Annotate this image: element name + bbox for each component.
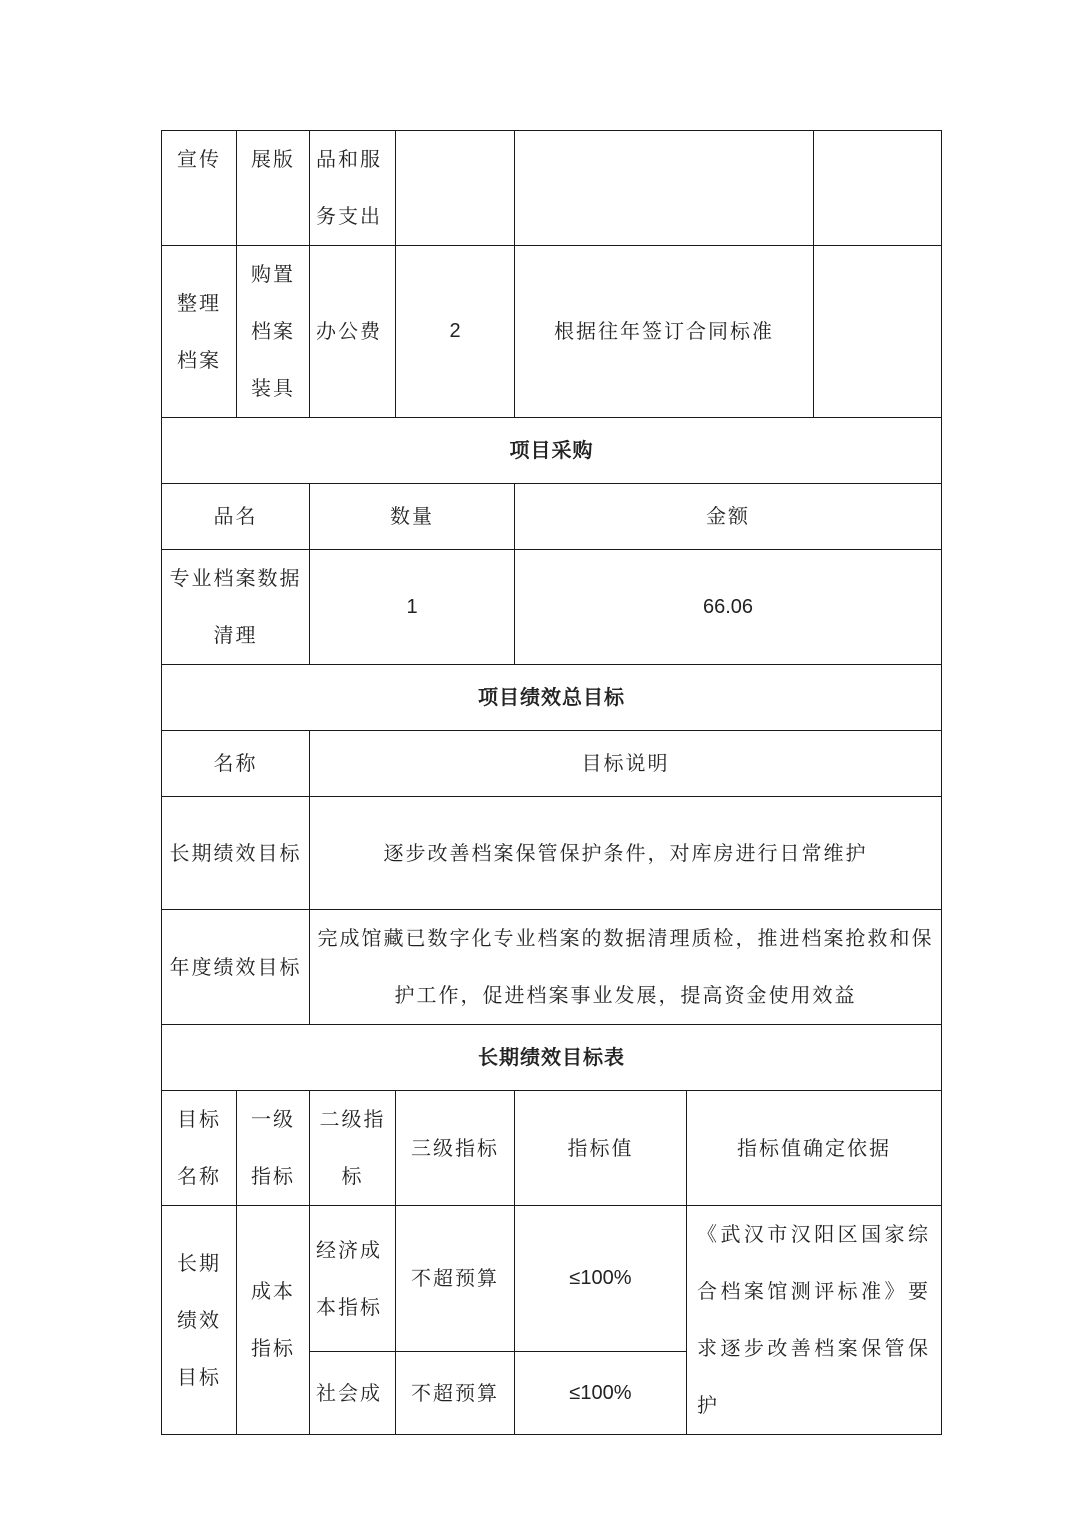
- annual-goal-description: 完成馆藏已数字化专业档案的数据清理质检，推进档案抢救和保护工作，促进档案事业发展，提高资金使用效益: [310, 910, 942, 1025]
- long-term-goal-name: 长期绩效目标: [162, 797, 310, 910]
- header-level3: 三级指标: [396, 1091, 515, 1206]
- level1-indicator: 成本指标: [237, 1206, 310, 1435]
- indicator-value: ≤100%: [515, 1352, 687, 1435]
- header-basis: 指标值确定依据: [687, 1091, 942, 1206]
- level2-indicator: 经济成本指标: [310, 1206, 396, 1352]
- budget-performance-table: [161, 130, 942, 1435]
- budget-category: 宣传: [162, 131, 237, 246]
- procurement-title: 项目采购: [162, 418, 942, 484]
- level3-indicator: 不超预算: [396, 1352, 515, 1435]
- overall-goal-header-name: 名称: [162, 731, 310, 797]
- procurement-quantity: 1: [310, 550, 515, 665]
- header-level1: 一级指标: [237, 1091, 310, 1206]
- header-goal-name: 目标名称: [162, 1091, 237, 1206]
- budget-amount: 2: [396, 246, 515, 418]
- budget-note: [814, 131, 942, 246]
- indicator-value: ≤100%: [515, 1206, 687, 1352]
- budget-amount: [396, 131, 515, 246]
- goal-name: 长期绩效目标: [162, 1206, 237, 1435]
- budget-item: 购置档案装具: [237, 246, 310, 418]
- procurement-amount: 66.06: [515, 550, 942, 665]
- budget-row: [162, 246, 942, 418]
- procurement-row: [162, 550, 942, 665]
- long-term-goal-description: 逐步改善档案保管保护条件，对库房进行日常维护: [310, 797, 942, 910]
- overall-goal-header-description: 目标说明: [310, 731, 942, 797]
- budget-expense-type: 品和服务支出: [310, 131, 396, 246]
- budget-expense-type: 办公费: [310, 246, 396, 418]
- level3-indicator: 不超预算: [396, 1206, 515, 1352]
- procurement-name: 专业档案数据清理: [162, 550, 310, 665]
- budget-basis: 根据往年签订合同标准: [515, 246, 814, 418]
- header-value: 指标值: [515, 1091, 687, 1206]
- budget-row: [162, 131, 942, 246]
- header-level2: 二级指标: [310, 1091, 396, 1206]
- indicator-basis: 《武汉市汉阳区国家综合档案馆测评标准》要求逐步改善档案保管保护: [687, 1206, 942, 1435]
- annual-goal-name: 年度绩效目标: [162, 910, 310, 1025]
- procurement-header-amount: 金额: [515, 484, 942, 550]
- indicator-row: [162, 1206, 942, 1352]
- long-term-table-title: 长期绩效目标表: [162, 1025, 942, 1091]
- procurement-header-quantity: 数量: [310, 484, 515, 550]
- budget-note: [814, 246, 942, 418]
- overall-goal-title: 项目绩效总目标: [162, 665, 942, 731]
- budget-category: 整理档案: [162, 246, 237, 418]
- budget-basis: [515, 131, 814, 246]
- budget-item: 展版: [237, 131, 310, 246]
- procurement-header-name: 品名: [162, 484, 310, 550]
- level2-indicator: 社会成: [310, 1352, 396, 1435]
